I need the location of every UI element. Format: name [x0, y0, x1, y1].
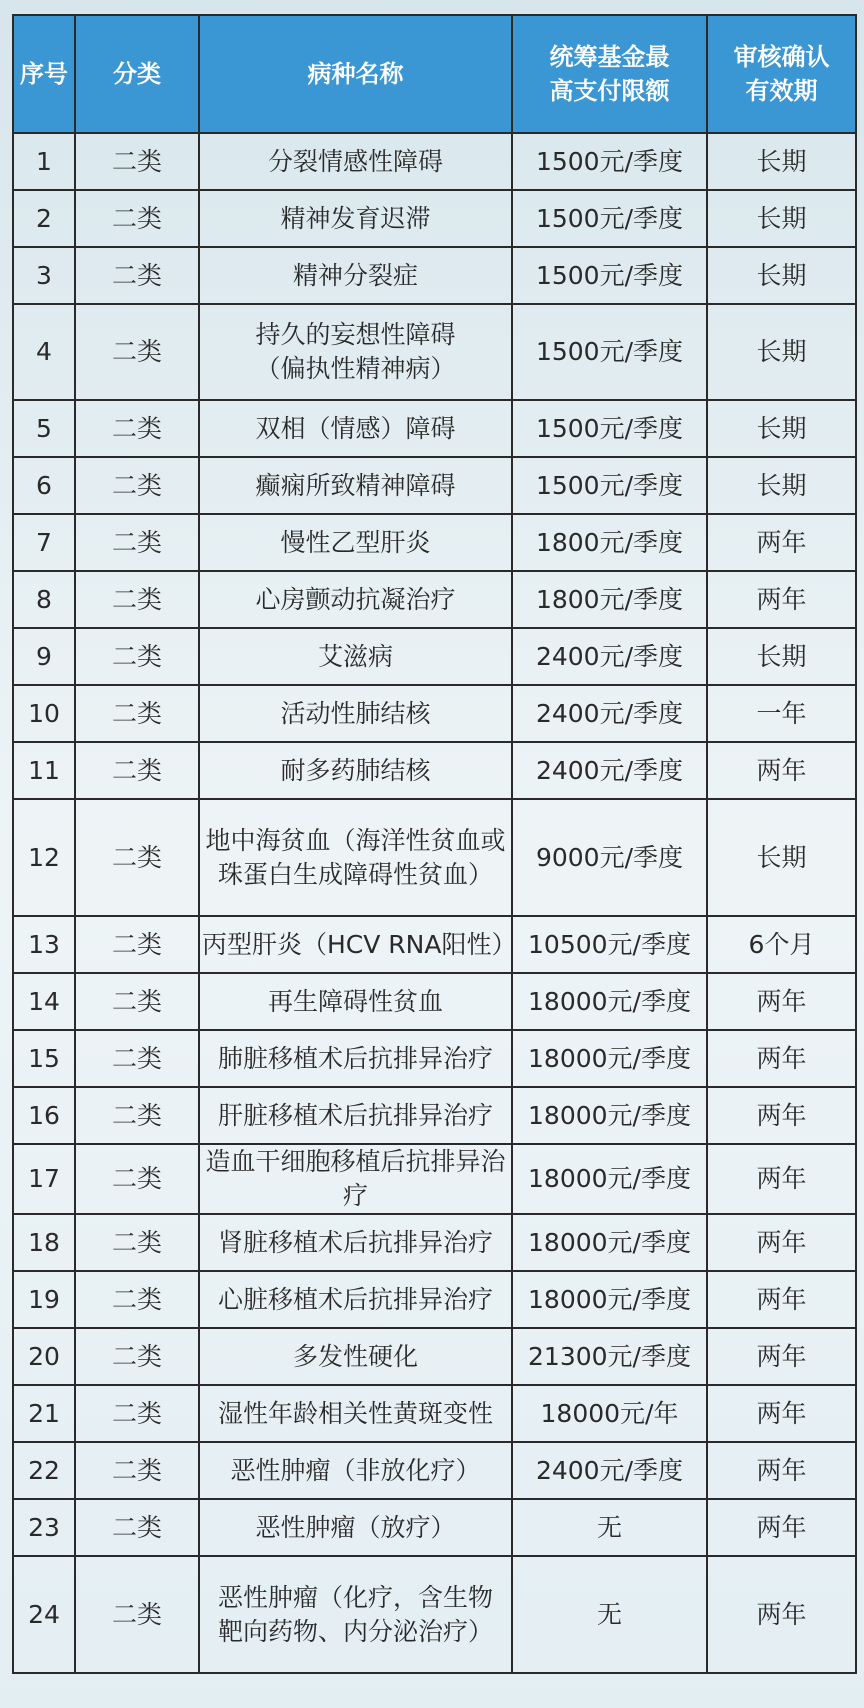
cell-validity: 两年	[707, 1328, 856, 1385]
table-row	[13, 1144, 856, 1214]
cell-payment-limit: 2400元/季度	[512, 1442, 707, 1499]
cell-validity: 长期	[707, 400, 856, 457]
cell-validity: 两年	[707, 1556, 856, 1673]
table-row	[13, 304, 856, 400]
cell-payment-limit: 18000元/季度	[512, 1271, 707, 1328]
cell-no: 5	[13, 400, 75, 457]
cell-disease-name: 恶性肿瘤（化疗，含生物 靶向药物、内分泌治疗）	[199, 1556, 512, 1673]
table-row	[13, 1271, 856, 1328]
cell-payment-limit: 18000元/季度	[512, 1087, 707, 1144]
cell-validity: 长期	[707, 799, 856, 916]
cell-validity: 长期	[707, 133, 856, 190]
cell-category: 二类	[75, 799, 199, 916]
cell-validity: 长期	[707, 190, 856, 247]
table-row	[13, 973, 856, 1030]
cell-category: 二类	[75, 628, 199, 685]
cell-disease-name: 肾脏移植术后抗排异治疗	[199, 1214, 512, 1271]
cell-disease-name: 肝脏移植术后抗排异治疗	[199, 1087, 512, 1144]
table-body	[13, 133, 856, 1673]
cell-validity: 长期	[707, 304, 856, 400]
table-row	[13, 457, 856, 514]
cell-validity: 长期	[707, 247, 856, 304]
cell-payment-limit: 1500元/季度	[512, 304, 707, 400]
cell-category: 二类	[75, 1087, 199, 1144]
cell-validity: 两年	[707, 1499, 856, 1556]
cell-disease-name: 持久的妄想性障碍 （偏执性精神病）	[199, 304, 512, 400]
cell-no: 24	[13, 1556, 75, 1673]
cell-no: 22	[13, 1442, 75, 1499]
table-row	[13, 571, 856, 628]
cell-disease-name: 恶性肿瘤（非放化疗）	[199, 1442, 512, 1499]
table-row	[13, 1442, 856, 1499]
cell-no: 15	[13, 1030, 75, 1087]
table-row	[13, 685, 856, 742]
cell-category: 二类	[75, 685, 199, 742]
cell-disease-name: 精神发育迟滞	[199, 190, 512, 247]
cell-category: 二类	[75, 1030, 199, 1087]
cell-validity: 长期	[707, 457, 856, 514]
cell-payment-limit: 18000元/季度	[512, 1030, 707, 1087]
cell-category: 二类	[75, 973, 199, 1030]
cell-validity: 两年	[707, 1087, 856, 1144]
cell-disease-name: 地中海贫血（海洋性贫血或 珠蛋白生成障碍性贫血）	[199, 799, 512, 916]
cell-no: 19	[13, 1271, 75, 1328]
cell-validity: 两年	[707, 973, 856, 1030]
cell-no: 12	[13, 799, 75, 916]
cell-validity: 一年	[707, 685, 856, 742]
table-row	[13, 1030, 856, 1087]
cell-no: 13	[13, 916, 75, 973]
cell-payment-limit: 无	[512, 1556, 707, 1673]
table-row	[13, 1556, 856, 1673]
cell-no: 21	[13, 1385, 75, 1442]
cell-category: 二类	[75, 1271, 199, 1328]
cell-category: 二类	[75, 247, 199, 304]
cell-disease-name: 心房颤动抗凝治疗	[199, 571, 512, 628]
cell-category: 二类	[75, 1144, 199, 1214]
cell-category: 二类	[75, 514, 199, 571]
table-row	[13, 1087, 856, 1144]
cell-disease-name: 慢性乙型肝炎	[199, 514, 512, 571]
cell-disease-name: 心脏移植术后抗排异治疗	[199, 1271, 512, 1328]
cell-no: 9	[13, 628, 75, 685]
table-row	[13, 247, 856, 304]
table-row	[13, 1499, 856, 1556]
cell-validity: 长期	[707, 628, 856, 685]
cell-validity: 两年	[707, 742, 856, 799]
cell-no: 7	[13, 514, 75, 571]
cell-disease-name: 活动性肺结核	[199, 685, 512, 742]
cell-category: 二类	[75, 1556, 199, 1673]
cell-disease-name: 精神分裂症	[199, 247, 512, 304]
cell-payment-limit: 1500元/季度	[512, 190, 707, 247]
cell-disease-name: 湿性年龄相关性黄斑变性	[199, 1385, 512, 1442]
cell-validity: 两年	[707, 1385, 856, 1442]
cell-payment-limit: 无	[512, 1499, 707, 1556]
cell-disease-name: 耐多药肺结核	[199, 742, 512, 799]
cell-disease-name: 双相（情感）障碍	[199, 400, 512, 457]
cell-payment-limit: 10500元/季度	[512, 916, 707, 973]
cell-no: 10	[13, 685, 75, 742]
cell-category: 二类	[75, 304, 199, 400]
table-row	[13, 190, 856, 247]
table-row	[13, 514, 856, 571]
cell-payment-limit: 1800元/季度	[512, 514, 707, 571]
cell-payment-limit: 9000元/季度	[512, 799, 707, 916]
table-header	[13, 15, 856, 133]
table-row	[13, 1385, 856, 1442]
table-row	[13, 400, 856, 457]
cell-validity: 6个月	[707, 916, 856, 973]
disease-table-container	[12, 14, 855, 1674]
table-row	[13, 916, 856, 973]
cell-payment-limit: 2400元/季度	[512, 742, 707, 799]
cell-no: 8	[13, 571, 75, 628]
cell-disease-name: 多发性硬化	[199, 1328, 512, 1385]
cell-validity: 两年	[707, 1271, 856, 1328]
cell-disease-name: 恶性肿瘤（放疗）	[199, 1499, 512, 1556]
cell-payment-limit: 1500元/季度	[512, 400, 707, 457]
table-row	[13, 742, 856, 799]
cell-disease-name: 丙型肝炎（HCV RNA阳性）	[199, 916, 512, 973]
cell-payment-limit: 1800元/季度	[512, 571, 707, 628]
table-row	[13, 799, 856, 916]
cell-category: 二类	[75, 742, 199, 799]
cell-payment-limit: 18000元/年	[512, 1385, 707, 1442]
cell-no: 4	[13, 304, 75, 400]
header-disease-name: 病种名称	[199, 15, 512, 133]
cell-category: 二类	[75, 133, 199, 190]
cell-category: 二类	[75, 1328, 199, 1385]
cell-category: 二类	[75, 571, 199, 628]
cell-category: 二类	[75, 1214, 199, 1271]
cell-no: 3	[13, 247, 75, 304]
cell-payment-limit: 1500元/季度	[512, 457, 707, 514]
cell-disease-name: 艾滋病	[199, 628, 512, 685]
disease-table	[12, 14, 857, 1674]
cell-no: 23	[13, 1499, 75, 1556]
cell-no: 1	[13, 133, 75, 190]
cell-payment-limit: 18000元/季度	[512, 1144, 707, 1214]
cell-payment-limit: 1500元/季度	[512, 133, 707, 190]
cell-disease-name: 造血干细胞移植后抗排异治疗	[199, 1144, 512, 1214]
cell-no: 20	[13, 1328, 75, 1385]
cell-payment-limit: 18000元/季度	[512, 973, 707, 1030]
table-row	[13, 628, 856, 685]
cell-no: 2	[13, 190, 75, 247]
table-row	[13, 133, 856, 190]
cell-validity: 两年	[707, 571, 856, 628]
header-validity: 审核确认 有效期	[707, 15, 856, 133]
cell-validity: 两年	[707, 514, 856, 571]
cell-payment-limit: 18000元/季度	[512, 1214, 707, 1271]
cell-no: 14	[13, 973, 75, 1030]
cell-validity: 两年	[707, 1214, 856, 1271]
cell-no: 17	[13, 1144, 75, 1214]
cell-category: 二类	[75, 457, 199, 514]
cell-no: 11	[13, 742, 75, 799]
cell-payment-limit: 2400元/季度	[512, 628, 707, 685]
cell-payment-limit: 2400元/季度	[512, 685, 707, 742]
cell-validity: 两年	[707, 1144, 856, 1214]
cell-category: 二类	[75, 1499, 199, 1556]
cell-payment-limit: 1500元/季度	[512, 247, 707, 304]
cell-category: 二类	[75, 1385, 199, 1442]
header-payment-limit: 统筹基金最 高支付限额	[512, 15, 707, 133]
header-category: 分类	[75, 15, 199, 133]
header-no: 序号	[13, 15, 75, 133]
cell-disease-name: 再生障碍性贫血	[199, 973, 512, 1030]
cell-validity: 两年	[707, 1030, 856, 1087]
cell-payment-limit: 21300元/季度	[512, 1328, 707, 1385]
cell-category: 二类	[75, 916, 199, 973]
cell-no: 18	[13, 1214, 75, 1271]
cell-disease-name: 癫痫所致精神障碍	[199, 457, 512, 514]
table-row	[13, 1328, 856, 1385]
cell-category: 二类	[75, 1442, 199, 1499]
cell-disease-name: 分裂情感性障碍	[199, 133, 512, 190]
cell-no: 6	[13, 457, 75, 514]
cell-disease-name: 肺脏移植术后抗排异治疗	[199, 1030, 512, 1087]
cell-no: 16	[13, 1087, 75, 1144]
table-row	[13, 1214, 856, 1271]
cell-validity: 两年	[707, 1442, 856, 1499]
cell-category: 二类	[75, 400, 199, 457]
cell-category: 二类	[75, 190, 199, 247]
